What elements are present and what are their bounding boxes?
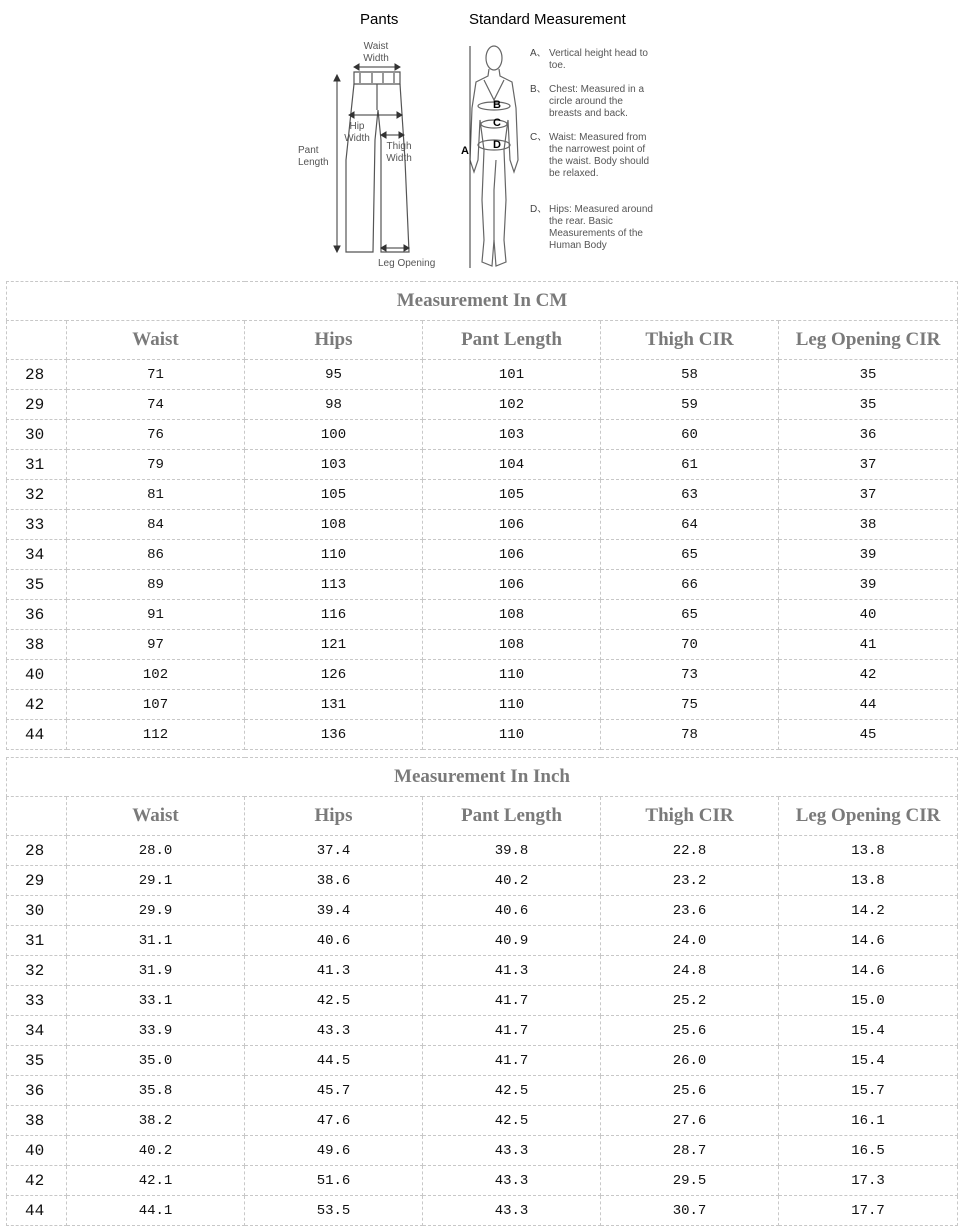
table-row	[7, 1196, 958, 1226]
table-row	[7, 896, 958, 926]
size-cell: 30	[7, 896, 67, 926]
value-cell: 15.4	[779, 1016, 958, 1046]
pants-title: Pants	[360, 11, 399, 28]
value-cell: 84	[67, 510, 245, 540]
value-cell: 89	[67, 570, 245, 600]
table-row	[7, 956, 958, 986]
body-figure	[470, 46, 518, 266]
size-cell: 28	[7, 360, 67, 390]
value-cell: 91	[67, 600, 245, 630]
table-row	[7, 1106, 958, 1136]
size-cell: 34	[7, 1016, 67, 1046]
column-header: Thigh CIR	[601, 321, 779, 360]
value-cell: 41.7	[423, 1016, 601, 1046]
value-cell: 78	[601, 720, 779, 750]
value-cell: 42.5	[423, 1076, 601, 1106]
value-cell: 70	[601, 630, 779, 660]
table-row	[7, 630, 958, 660]
table-row	[7, 1016, 958, 1046]
table-row	[7, 360, 958, 390]
value-cell: 43.3	[423, 1136, 601, 1166]
note-c-text: Waist: Measured from the narrowest point of the waist. Body should be relaxed.	[549, 132, 650, 179]
note-d-key: D、	[530, 204, 548, 215]
value-cell: 75	[601, 690, 779, 720]
size-cell: 36	[7, 1076, 67, 1106]
value-cell: 105	[423, 480, 601, 510]
value-cell: 45	[779, 720, 958, 750]
value-cell: 26.0	[601, 1046, 779, 1076]
note-c	[530, 132, 660, 180]
size-cell: 38	[7, 630, 67, 660]
column-header: Hips	[245, 321, 423, 360]
table-row	[7, 390, 958, 420]
waist-width-label: Waist Width	[363, 41, 389, 64]
value-cell: 79	[67, 450, 245, 480]
size-cell: 44	[7, 1196, 67, 1226]
value-cell: 29.9	[67, 896, 245, 926]
table-row	[7, 540, 958, 570]
value-cell: 65	[601, 540, 779, 570]
value-cell: 61	[601, 450, 779, 480]
value-cell: 59	[601, 390, 779, 420]
value-cell: 106	[423, 510, 601, 540]
size-cell: 35	[7, 570, 67, 600]
value-cell: 29.1	[67, 866, 245, 896]
value-cell: 131	[245, 690, 423, 720]
value-cell: 58	[601, 360, 779, 390]
value-cell: 14.6	[779, 956, 958, 986]
value-cell: 102	[67, 660, 245, 690]
table-row	[7, 1076, 958, 1106]
value-cell: 98	[245, 390, 423, 420]
table-row	[7, 510, 958, 540]
value-cell: 110	[245, 540, 423, 570]
value-cell: 76	[67, 420, 245, 450]
value-cell: 40	[779, 600, 958, 630]
value-cell: 14.2	[779, 896, 958, 926]
value-cell: 42.5	[423, 1106, 601, 1136]
table-row	[7, 420, 958, 450]
table-row	[7, 450, 958, 480]
table-row	[7, 1136, 958, 1166]
size-cell: 36	[7, 600, 67, 630]
value-cell: 41.3	[245, 956, 423, 986]
table-row	[7, 926, 958, 956]
size-cell: 29	[7, 866, 67, 896]
value-cell: 40.6	[423, 896, 601, 926]
size-cell: 32	[7, 480, 67, 510]
value-cell: 103	[423, 420, 601, 450]
size-cell: 44	[7, 720, 67, 750]
value-cell: 17.3	[779, 1166, 958, 1196]
size-cell: 32	[7, 956, 67, 986]
size-cell: 33	[7, 510, 67, 540]
note-b	[530, 84, 660, 120]
value-cell: 51.6	[245, 1166, 423, 1196]
value-cell: 43.3	[423, 1166, 601, 1196]
value-cell: 47.6	[245, 1106, 423, 1136]
value-cell: 65	[601, 600, 779, 630]
value-cell: 97	[67, 630, 245, 660]
value-cell: 30.7	[601, 1196, 779, 1226]
value-cell: 108	[423, 600, 601, 630]
size-cell: 34	[7, 540, 67, 570]
value-cell: 14.6	[779, 926, 958, 956]
thigh-width-label: Thigh Width	[386, 141, 412, 164]
note-d	[530, 204, 660, 252]
value-cell: 42.5	[245, 986, 423, 1016]
value-cell: 41.7	[423, 1046, 601, 1076]
value-cell: 49.6	[245, 1136, 423, 1166]
size-cell: 28	[7, 836, 67, 866]
value-cell: 39.4	[245, 896, 423, 926]
value-cell: 35.0	[67, 1046, 245, 1076]
value-cell: 40.9	[423, 926, 601, 956]
leg-opening-label: Leg Opening	[378, 258, 436, 269]
value-cell: 13.8	[779, 836, 958, 866]
table-row	[7, 720, 958, 750]
size-cell: 38	[7, 1106, 67, 1136]
value-cell: 35.8	[67, 1076, 245, 1106]
value-cell: 37.4	[245, 836, 423, 866]
value-cell: 29.5	[601, 1166, 779, 1196]
value-cell: 16.1	[779, 1106, 958, 1136]
value-cell: 39.8	[423, 836, 601, 866]
value-cell: 64	[601, 510, 779, 540]
value-cell: 95	[245, 360, 423, 390]
value-cell: 121	[245, 630, 423, 660]
value-cell: 25.2	[601, 986, 779, 1016]
value-cell: 24.8	[601, 956, 779, 986]
letter-b: B	[493, 99, 501, 111]
table-row	[7, 660, 958, 690]
letter-a: A	[461, 145, 469, 157]
letter-d: D	[493, 139, 501, 151]
value-cell: 116	[245, 600, 423, 630]
size-cell: 40	[7, 660, 67, 690]
value-cell: 38.2	[67, 1106, 245, 1136]
note-c-key: C、	[530, 132, 548, 143]
column-header: Leg Opening CIR	[779, 321, 958, 360]
cm-table-title: Measurement In CM	[7, 282, 958, 321]
measurement-illustration	[0, 0, 962, 280]
column-header: Hips	[245, 797, 423, 836]
standard-measurement-title: Standard Measurement	[469, 11, 626, 28]
value-cell: 28.7	[601, 1136, 779, 1166]
value-cell: 41	[779, 630, 958, 660]
value-cell: 86	[67, 540, 245, 570]
value-cell: 31.1	[67, 926, 245, 956]
value-cell: 22.8	[601, 836, 779, 866]
value-cell: 42.1	[67, 1166, 245, 1196]
value-cell: 27.6	[601, 1106, 779, 1136]
value-cell: 24.0	[601, 926, 779, 956]
value-cell: 41.7	[423, 986, 601, 1016]
value-cell: 23.6	[601, 896, 779, 926]
value-cell: 103	[245, 450, 423, 480]
value-cell: 71	[67, 360, 245, 390]
value-cell: 23.2	[601, 866, 779, 896]
value-cell: 42	[779, 660, 958, 690]
size-cell: 42	[7, 690, 67, 720]
inch-size-table	[6, 757, 958, 1226]
value-cell: 15.4	[779, 1046, 958, 1076]
value-cell: 39	[779, 540, 958, 570]
value-cell: 136	[245, 720, 423, 750]
value-cell: 110	[423, 720, 601, 750]
table-row	[7, 866, 958, 896]
size-cell: 29	[7, 390, 67, 420]
column-header: Leg Opening CIR	[779, 797, 958, 836]
hip-width-label: Hip Width	[344, 121, 370, 144]
value-cell: 35	[779, 360, 958, 390]
illustration-drawing	[0, 0, 962, 280]
value-cell: 16.5	[779, 1136, 958, 1166]
size-cell: 30	[7, 420, 67, 450]
value-cell: 112	[67, 720, 245, 750]
value-cell: 126	[245, 660, 423, 690]
value-cell: 36	[779, 420, 958, 450]
value-cell: 33.9	[67, 1016, 245, 1046]
size-cell: 35	[7, 1046, 67, 1076]
value-cell: 38	[779, 510, 958, 540]
value-cell: 113	[245, 570, 423, 600]
column-header: Waist	[67, 797, 245, 836]
note-a-key: A、	[530, 48, 547, 59]
value-cell: 35	[779, 390, 958, 420]
value-cell: 110	[423, 660, 601, 690]
size-cell: 31	[7, 450, 67, 480]
value-cell: 25.6	[601, 1016, 779, 1046]
value-cell: 73	[601, 660, 779, 690]
cm-size-table	[6, 281, 958, 750]
value-cell: 66	[601, 570, 779, 600]
value-cell: 44	[779, 690, 958, 720]
column-header: Waist	[67, 321, 245, 360]
size-cell: 31	[7, 926, 67, 956]
table-row	[7, 1046, 958, 1076]
size-column-header	[7, 797, 67, 836]
value-cell: 28.0	[67, 836, 245, 866]
pant-length-label: Pant Length	[298, 145, 329, 168]
value-cell: 39	[779, 570, 958, 600]
table-row	[7, 570, 958, 600]
value-cell: 60	[601, 420, 779, 450]
value-cell: 25.6	[601, 1076, 779, 1106]
value-cell: 43.3	[245, 1016, 423, 1046]
table-row	[7, 1166, 958, 1196]
value-cell: 108	[423, 630, 601, 660]
value-cell: 41.3	[423, 956, 601, 986]
table-row	[7, 986, 958, 1016]
value-cell: 63	[601, 480, 779, 510]
value-cell: 40.2	[423, 866, 601, 896]
table-row	[7, 480, 958, 510]
value-cell: 45.7	[245, 1076, 423, 1106]
value-cell: 40.2	[67, 1136, 245, 1166]
value-cell: 40.6	[245, 926, 423, 956]
value-cell: 107	[67, 690, 245, 720]
value-cell: 37	[779, 480, 958, 510]
value-cell: 15.7	[779, 1076, 958, 1106]
value-cell: 101	[423, 360, 601, 390]
value-cell: 110	[423, 690, 601, 720]
value-cell: 102	[423, 390, 601, 420]
value-cell: 44.5	[245, 1046, 423, 1076]
note-b-text: Chest: Measured in a circle around the breasts and back.	[549, 84, 645, 119]
value-cell: 13.8	[779, 866, 958, 896]
size-cell: 33	[7, 986, 67, 1016]
value-cell: 44.1	[67, 1196, 245, 1226]
note-a-text: Vertical height head to toe.	[549, 48, 648, 71]
value-cell: 17.7	[779, 1196, 958, 1226]
value-cell: 33.1	[67, 986, 245, 1016]
value-cell: 15.0	[779, 986, 958, 1016]
value-cell: 43.3	[423, 1196, 601, 1226]
size-column-header	[7, 321, 67, 360]
value-cell: 74	[67, 390, 245, 420]
value-cell: 106	[423, 570, 601, 600]
size-cell: 40	[7, 1136, 67, 1166]
value-cell: 108	[245, 510, 423, 540]
note-d-text: Hips: Measured around the rear. Basic Measurements of the Human Body	[549, 204, 653, 251]
table-row	[7, 690, 958, 720]
note-a	[530, 48, 660, 72]
value-cell: 105	[245, 480, 423, 510]
table-row	[7, 836, 958, 866]
inch-table-title: Measurement In Inch	[7, 758, 958, 797]
table-row	[7, 600, 958, 630]
value-cell: 104	[423, 450, 601, 480]
note-b-key: B、	[530, 84, 547, 95]
value-cell: 37	[779, 450, 958, 480]
value-cell: 81	[67, 480, 245, 510]
value-cell: 106	[423, 540, 601, 570]
column-header: Pant Length	[423, 797, 601, 836]
column-header: Thigh CIR	[601, 797, 779, 836]
letter-c: C	[493, 117, 501, 129]
value-cell: 53.5	[245, 1196, 423, 1226]
value-cell: 100	[245, 420, 423, 450]
size-cell: 42	[7, 1166, 67, 1196]
value-cell: 38.6	[245, 866, 423, 896]
column-header: Pant Length	[423, 321, 601, 360]
value-cell: 31.9	[67, 956, 245, 986]
